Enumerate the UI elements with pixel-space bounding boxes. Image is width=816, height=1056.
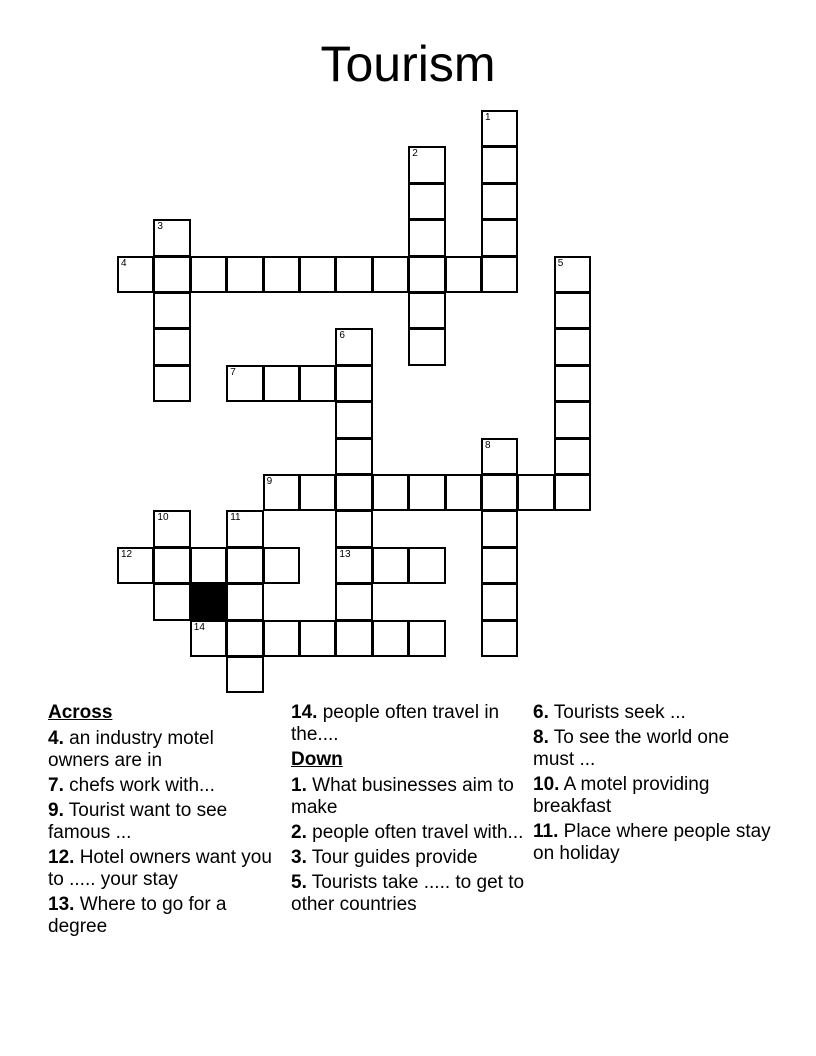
grid-cell[interactable] [408, 183, 445, 220]
grid-cell[interactable] [226, 365, 263, 402]
grid-cell[interactable] [263, 365, 300, 402]
clue-item [533, 774, 773, 818]
grid-cell[interactable] [117, 256, 154, 293]
clue-item [291, 702, 527, 746]
grid-cell[interactable] [481, 438, 518, 475]
grid-cell[interactable] [408, 474, 445, 511]
puzzle-title: Tourism [320, 36, 496, 92]
grid-cell[interactable] [190, 620, 227, 657]
clue-text: A motel providing breakfast [533, 774, 710, 817]
grid-cell[interactable] [263, 547, 300, 584]
clue-column-2 [291, 702, 527, 919]
grid-cell[interactable] [408, 256, 445, 293]
clue-number: 13. [48, 894, 75, 915]
grid-cell[interactable] [481, 474, 518, 511]
grid-cell[interactable] [299, 365, 336, 402]
grid-cell[interactable] [299, 256, 336, 293]
grid-cell[interactable] [335, 256, 372, 293]
cell-number: 1 [485, 112, 491, 123]
grid-cell[interactable] [372, 474, 409, 511]
clue-item [48, 894, 280, 938]
clue-number: 4. [48, 728, 64, 749]
grid-cell[interactable] [335, 328, 372, 365]
grid-cell[interactable] [226, 510, 263, 547]
cell-number: 8 [485, 439, 491, 451]
grid-cell[interactable] [335, 474, 372, 511]
grid-cell[interactable] [517, 474, 554, 511]
cell-number: 12 [121, 548, 133, 560]
grid-cell[interactable] [408, 219, 445, 256]
cell-number: 9 [266, 476, 273, 487]
clue-item [291, 822, 527, 844]
clue-heading-down: Down [291, 749, 343, 770]
clue-number: 11. [533, 821, 559, 842]
grid-cell[interactable] [481, 256, 518, 293]
clue-text: people often travel in the.... [291, 702, 500, 745]
clue-item [291, 775, 527, 819]
cell-number: 4 [121, 257, 127, 269]
grid-cell[interactable] [153, 547, 190, 584]
clue-item [533, 702, 773, 724]
grid-cell[interactable] [263, 256, 300, 293]
grid-cell[interactable] [226, 583, 263, 620]
cell-number: 2 [412, 148, 418, 160]
grid-cell[interactable] [153, 328, 190, 365]
clue-text: Tourist want to see famous ... [48, 800, 228, 843]
grid-cell[interactable] [481, 219, 518, 256]
clue-number: 9. [48, 800, 64, 821]
grid-cell[interactable] [445, 256, 482, 293]
clue-number: 3. [291, 847, 307, 868]
grid-cell[interactable] [153, 510, 190, 547]
clue-text: Where to go for a degree [48, 894, 227, 937]
grid-cell[interactable] [190, 547, 227, 584]
grid-cell[interactable] [335, 401, 372, 438]
clue-text: What businesses aim to make [291, 775, 514, 818]
grid-cell[interactable] [481, 510, 518, 547]
clue-text: Tour guides provide [311, 847, 478, 868]
clue-item [48, 775, 280, 797]
grid-cell[interactable] [117, 547, 154, 584]
clue-item [291, 872, 527, 916]
clue-column-1 [48, 702, 280, 941]
clue-number: 7. [48, 775, 64, 796]
clue-number: 10. [533, 774, 560, 795]
clue-text: an industry motel owners are in [48, 728, 214, 771]
grid-cell[interactable] [481, 146, 518, 183]
grid-cell[interactable] [153, 583, 190, 620]
grid-cell[interactable] [335, 583, 372, 620]
black-cell [190, 583, 227, 620]
grid-cell[interactable] [335, 547, 372, 584]
grid-cell[interactable] [481, 547, 518, 584]
grid-cell[interactable] [226, 547, 263, 584]
grid-cell[interactable] [554, 328, 591, 365]
grid-cell[interactable] [408, 292, 445, 329]
grid-cell[interactable] [481, 620, 518, 657]
clue-heading-across: Across [48, 702, 113, 723]
clue-text: chefs work with... [69, 775, 215, 796]
clue-item [48, 847, 280, 891]
grid-cell[interactable] [299, 474, 336, 511]
clue-number: 14. [291, 702, 318, 723]
grid-cell[interactable] [554, 474, 591, 511]
grid-cell[interactable] [226, 620, 263, 657]
crossword-grid [117, 110, 593, 694]
grid-cell[interactable] [408, 620, 445, 657]
cell-number: 3 [157, 221, 163, 233]
cell-number: 10 [157, 512, 169, 524]
grid-cell[interactable] [554, 401, 591, 438]
cell-number: 13 [339, 548, 351, 560]
grid-cell[interactable] [372, 256, 409, 293]
grid-cell[interactable] [372, 547, 409, 584]
clue-number: 6. [533, 702, 549, 723]
cell-number: 14 [193, 621, 205, 633]
grid-cell[interactable] [554, 292, 591, 329]
grid-cell[interactable] [554, 438, 591, 475]
grid-cell[interactable] [372, 620, 409, 657]
grid-cell[interactable] [226, 256, 263, 293]
grid-cell[interactable] [408, 146, 445, 183]
grid-cell[interactable] [445, 474, 482, 511]
grid-cell[interactable] [481, 110, 518, 147]
clue-item [48, 728, 280, 772]
clue-number: 12. [48, 847, 75, 868]
grid-cell[interactable] [408, 328, 445, 365]
grid-cell[interactable] [299, 620, 336, 657]
clue-column-3 [533, 702, 773, 868]
clue-text: Place where people stay on holiday [533, 821, 771, 864]
cell-number: 11 [230, 512, 241, 524]
clue-item [291, 847, 527, 869]
grid-cell[interactable] [190, 256, 227, 293]
clue-text: To see the world one must ... [533, 727, 730, 770]
clue-text: Tourists take ..... to get to other countries [291, 872, 525, 915]
grid-cell[interactable] [153, 292, 190, 329]
clue-text: Hotel owners want you to ..... your stay [48, 847, 272, 890]
clue-item [533, 727, 773, 771]
clue-number: 2. [291, 822, 307, 843]
cell-number: 6 [339, 330, 345, 342]
grid-cell[interactable] [335, 620, 372, 657]
grid-cell[interactable] [335, 510, 372, 547]
clue-item [48, 800, 280, 844]
clue-number: 1. [291, 775, 307, 796]
clue-text: Tourists seek ... [553, 702, 686, 723]
grid-cell[interactable] [408, 547, 445, 584]
clue-number: 5. [291, 872, 307, 893]
grid-cell[interactable] [481, 183, 518, 220]
grid-cell[interactable] [554, 365, 591, 402]
grid-cell[interactable] [153, 365, 190, 402]
cell-number: 7 [230, 366, 236, 378]
clue-number: 8. [533, 727, 549, 748]
grid-cell[interactable] [226, 656, 263, 693]
grid-cell[interactable] [153, 219, 190, 256]
clue-item [533, 821, 773, 865]
grid-cell[interactable] [335, 438, 372, 475]
cell-number: 5 [557, 257, 564, 269]
grid-cell[interactable] [335, 365, 372, 402]
clue-text: people often travel with... [312, 822, 524, 843]
grid-cell[interactable] [554, 256, 591, 293]
grid-cell[interactable] [153, 256, 190, 293]
grid-cell[interactable] [263, 620, 300, 657]
grid-cell[interactable] [263, 474, 300, 511]
grid-cell[interactable] [481, 583, 518, 620]
